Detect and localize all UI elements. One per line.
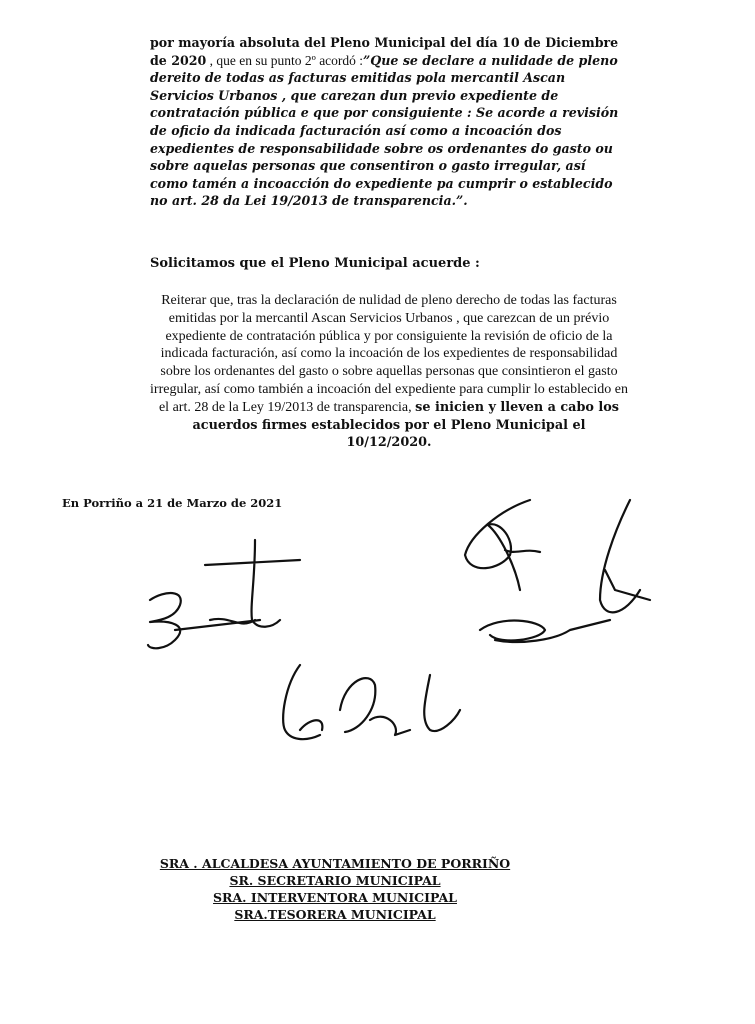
request-heading: Solicitamos que el Pleno Municipal acuerde : [150,256,480,271]
addressee-3: SRA. INTERVENTORA MUNICIPAL [213,890,457,905]
addressee-1: SRA . ALCALDESA AYUNTAMIENTO DE PORRIÑO [159,856,511,871]
intro-quote: ”Que se declare a nulidade de pleno dereito de todas as facturas emitidas pola mercantil Ascan Servicios Urbanos , que carezan dun previo expediente de contratación pública e que por consiguiente : Se acorde a revisión de oficio da indicada facturación así como a incoación dos expedientes de responsabilidade sobre os ordenantes do gasto ou sobre aquelas personas que consentiron o gasto irregular, así como tamén a incoacción do expediente pa cumprir o establecido no art. 28 da Lei 19/2013 de transparencia.”. [150,52,619,209]
signature-3 [283,665,460,739]
addressees-block [0,855,670,923]
intro-part1: por mayoría absoluta del Pleno Municipal del día 10 de Diciembre de 2020 [150,35,619,68]
addressee-4: SRA.TESORERA MUNICIPAL [234,907,436,922]
place-date: En Porriño a 21 de Marzo de 2021 [62,496,283,510]
request-paragraph [150,292,628,452]
request-text: Reiterar que, tras la declaración de nulidad de pleno derecho de todas las facturas emitidas por la mercantil Ascan Servicios Urbanos , que carezcan de un prévio expediente de contratación pública y por consiguiente la revisión de oficio de la indicada facturación, así como la incoación de los expedientes de responsabilidad sobre los ordenantes del gasto o sobre aquellas personas que consintieron el gasto irregular, así como también a incoación del expediente para cumplir lo establecido en el art. 28 de la Ley 19/2013 de transparencia, [150,293,628,415]
intro-part2: , que en su punto 2º acordó : [206,52,364,68]
signature-2 [465,500,650,642]
signature-1 [148,540,300,648]
request-bold-text: se inicien y lleven a cabo los acuerdos firmes establecidos por el Pleno Municipal el 10/12/2020. [192,399,620,451]
intro-paragraph [150,34,620,210]
signatures [0,480,755,780]
addressee-2: SR. SECRETARIO MUNICIPAL [229,873,441,888]
